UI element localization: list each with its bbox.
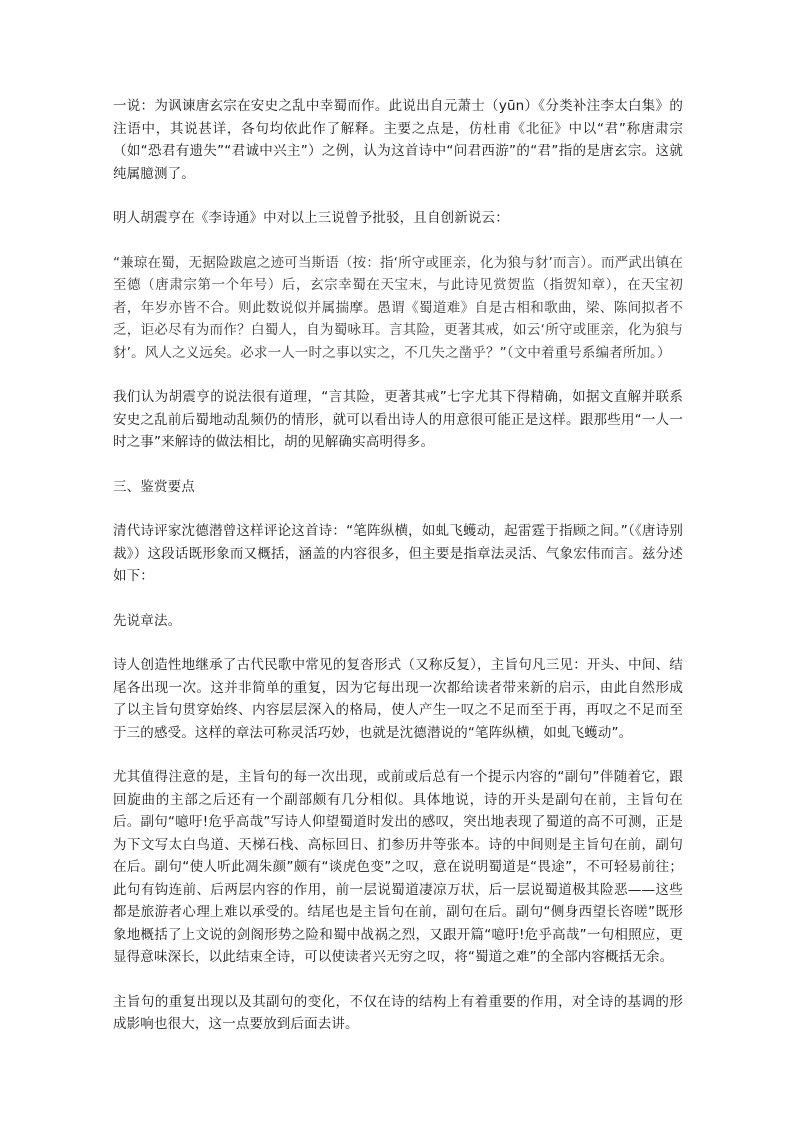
paragraph-interpretation-one: 一说：为讽谏唐玄宗在安史之乱中幸蜀而作。此说出自元萧士（yūn）《分类补注李太白集》的注语中，其说甚详，各句均依此作了解释。主要之点是，仿杜甫《北征》中以“君”称唐肃宗（如“恐君有遗失”“君诚中兴主”）之例，认为这首诗中“问君西游”的“君”指的是唐玄宗。这就纯属臆测了。	[113, 98, 683, 182]
paragraph-hu-zhenheng-intro: 明人胡震亨在《李诗通》中对以上三说曾予批驳，且自创新说云：	[113, 210, 509, 226]
document-page	[113, 95, 683, 1058]
paragraph-shen-deqian: 清代诗评家沈德潜曾这样评论这首诗：“笔阵纵横，如虬飞蠖动，起雷霆于指顾之间。”（《唐诗别裁》）这段话既形象而又概括，涵盖的内容很多，但主要是指章法灵活、气象宏伟而言。兹分述如下：	[113, 523, 683, 584]
section-heading-appreciation: 三、鉴赏要点	[113, 478, 195, 495]
paragraph-conclusion: 主旨句的重复出现以及其副句的变化，不仅在诗的结构上有着重要的作用，对全诗的基调的形成影响也很大，这一点要放到后面去讲。	[113, 993, 683, 1032]
paragraph-secondary-lines: 尤其值得注意的是，主旨句的每一次出现，或前或后总有一个提示内容的“副句”伴随着它，跟回旋曲的主部之后还有一个副部颇有几分相似。具体地说，诗的开头是副句在前，主旨句在后。副句“噫吁!危乎高哉”写诗人仰望蜀道时发出的感叹，突出地表现了蜀道的高不可测，正是为下文写太白鸟道、天梯石栈、高标回日、扪参历井等张本。诗的中间则是主旨句在前，副句在后。副句“使人听此凋朱颜”颇有“谈虎色变”之叹，意在说明蜀道是“畏途”，不可轻易前往；此句有钩连前、后两层内容的作用，前一层说蜀道凄凉万状，后一层说蜀道极其险恶——这些都是旅游者心理上难以承受的。结尾也是主旨句在前，副句在后。副句“侧身西望长咨嗟”既形象地概括了上文说的剑阁形势之险和蜀中战祸之烈，又跟开篇“噫吁!危乎高哉”一句相照应，更显得意味深长，以此结束全诗，可以使读者兴无穷之叹，将“蜀道之难”的全部内容概括无余。	[113, 769, 683, 965]
paragraph-author-opinion: 我们认为胡震亨的说法很有道理，“言其险，更著其戒”七字尤其下得精确，如据文直解并联系安史之乱前后蜀地动乱频仍的情形，就可以看出诗人的用意很可能正是这样。跟那些用“一人一时之事”来解诗的做法相比，胡的见解确实高明得多。	[113, 389, 683, 450]
paragraph-refrain-form: 诗人创造性地继承了古代民歌中常见的复沓形式（又称反复），主旨句凡三见：开头、中间、结尾各出现一次。这并非简单的重复，因为它每出现一次都给读者带来新的启示，由此自然形成了以主旨句贯穿始终、内容层层深入的格局，使人产生一叹之不足而至于再，再叹之不足而至于三的感受。这样的章法可称灵活巧妙，也就是沈德潜说的“笔阵纵横，如虬飞蠖动”。	[113, 657, 683, 741]
paragraph-structure-intro: 先说章法。	[113, 612, 182, 629]
paragraph-hu-zhenheng-quote: “兼琼在蜀，无据险跋扈之迹可当斯语（按：指‘所守或匪亲，化为狼与豺’而言）。而严武出镇在至德（唐肃宗第一个年号）后，玄宗幸蜀在天宝末，与此诗见赏贺监（指贺知章），在天宝初者，年岁亦皆不合。则此数说似并属揣摩。愚谓《蜀道难》自是古相和歌曲，梁、陈间拟者不乏，讵必尽有为而作？白蜀人，自为蜀咏耳。言其险，更著其戒，如云‘所守或匪亲，化为狼与豺’。风人之义远矣。必求一人一时之事以实之，不几失之凿乎？”（文中着重号系编者所加。）	[113, 254, 683, 361]
